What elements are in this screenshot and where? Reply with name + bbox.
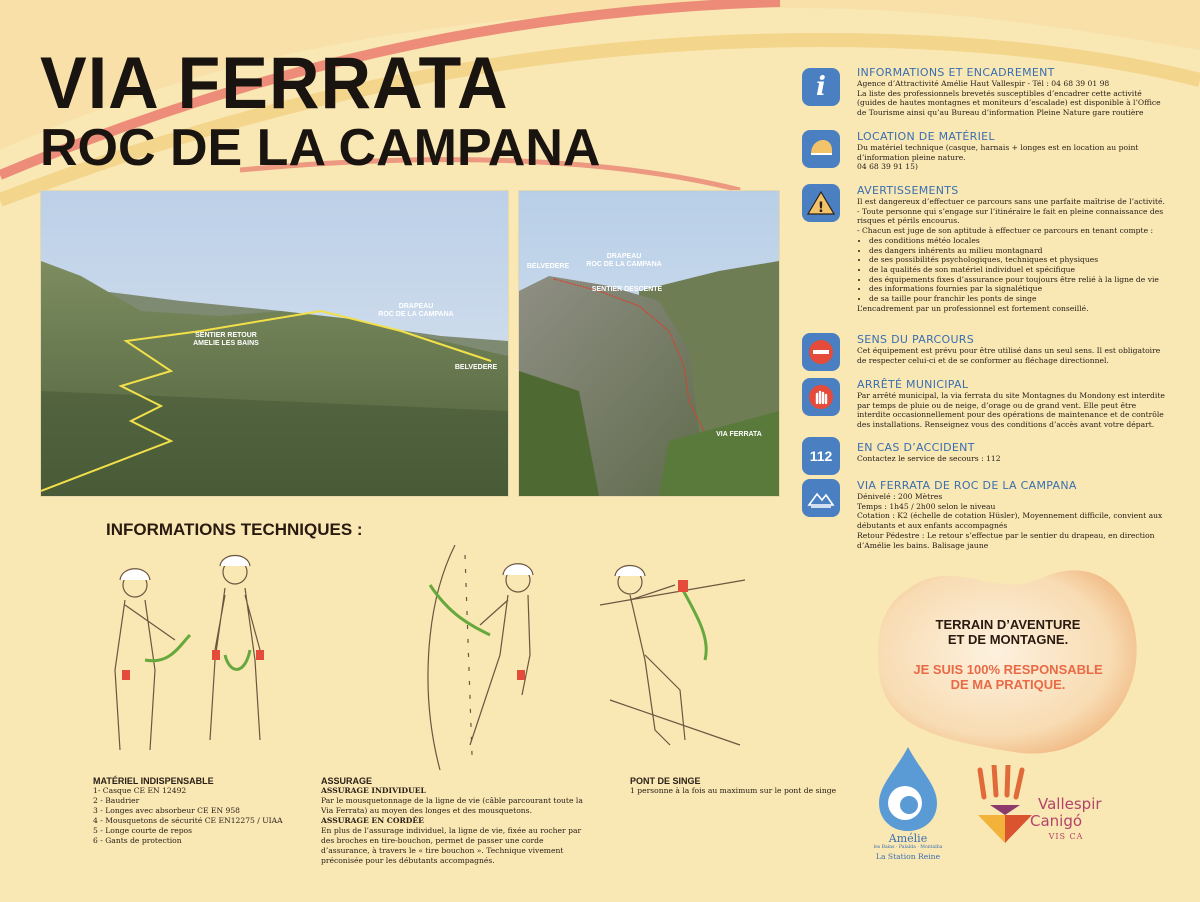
equipment-illustration: [100, 550, 280, 760]
materiel-item: 3 - Longes avec absorbeur CE EN 958: [93, 806, 241, 815]
label-belvedere: BELVEDERE: [454, 364, 498, 371]
pont-singe-illustration: [600, 560, 750, 760]
page-subtitle: ROC DE LA CAMPANA: [40, 119, 601, 177]
amelie-tagline: La Station Reine: [875, 852, 941, 861]
label-via-ferrata: VIA FERRATA: [716, 431, 762, 438]
photo-panorama: [40, 190, 509, 497]
page-title: VIA FERRATA: [40, 42, 509, 124]
assurage-heading: ASSURAGE: [321, 776, 373, 786]
location-heading: LOCATION DE MATÉRIEL: [857, 130, 995, 143]
arrete-text: Par arrêté municipal, la via ferrata du site Montagnes du Mondony est interdite par temps de pluie ou de neige, d’orage ou de grand vent. Elle peut être interdite occasionnellement pour des opérations de maintenance et de contrôle des installations. Renseignez vous des conditions d’accès avant votre départ.: [857, 391, 1165, 430]
vallespir-logo-mark: [970, 765, 1040, 845]
info-text: Agence d’Attractivité Amélie Haut Vallespir - Tél : 04 68 39 01 98: [857, 79, 1110, 88]
parcours-text: Dénivelé : 200 Mètres: [857, 492, 943, 501]
amelie-sub: les Bains · Palalda · Montalba: [873, 845, 943, 850]
info-icon: i: [802, 68, 840, 106]
info-text: La liste des professionnels brevetés susceptibles d’encadrer cette activité (guides de hautes montagnes et moniteurs d’escalade) est disponible à l’Office de Tourisme ainsi qu’au Bureau d’information Pleine Nature gare routière: [857, 88, 1161, 118]
amelie-logo-mark: [875, 745, 941, 833]
sens-heading: SENS DU PARCOURS: [857, 333, 975, 346]
warnings-text: - Toute personne qui s’engage sur l’itinéraire le fait en pleine connaissance des risques et périls encourus.: [857, 206, 1164, 226]
warnings-after: L’encadrement par un professionnel est fortement conseillé.: [857, 303, 1089, 313]
warning-bullet: • de ses possibilités psychologiques, techniques et physiques: [869, 255, 1167, 265]
svg-text:!: !: [817, 200, 825, 216]
parcours-text: Temps : 1h45 / 2h00 selon le niveau: [857, 501, 996, 511]
bubble-line3: JE SUIS 100% RESPONSABLE: [913, 662, 1103, 677]
arrete-heading: ARRÊTÉ MUNICIPAL: [857, 378, 969, 391]
pont-heading: PONT DE SINGE: [630, 776, 701, 786]
info-heading: INFORMATIONS ET ENCADREMENT: [857, 66, 1055, 79]
assurage-text1: Par le mousquetonnage de la ligne de vie (câble parcourant toute la Via Ferrata) au moyen des longes et des mousquetons.: [321, 796, 583, 815]
materiel-item: 6 - Gants de protection: [93, 836, 182, 845]
parcours-text: Cotation : K2 (échelle de cotation Hüsler), Moyennement difficile, convient aux débutants et aux enfants accompagnés: [857, 511, 1163, 531]
assurage-sub2: ASSURAGE EN CORDÉE: [321, 816, 424, 825]
warning-icon: [802, 184, 840, 222]
stop-hand-icon: [802, 378, 840, 416]
vallespir-tagline: VIS CA: [1048, 832, 1084, 841]
parcours-heading: VIA FERRATA DE ROC DE LA CAMPANA: [857, 479, 1077, 492]
info-block-arrete: [802, 378, 1167, 433]
materiel-item: 5 - Longe courte de repos: [93, 826, 193, 835]
assurage-section: [321, 776, 586, 866]
warnings-heading: AVERTISSEMENTS: [857, 184, 959, 197]
bubble-line1: TERRAIN D’AVENTURE: [935, 617, 1081, 632]
info-block-location: [802, 130, 1167, 180]
warning-bubble: [874, 562, 1142, 758]
info-block-avertissements: [802, 184, 1167, 324]
parcours-text: Retour Pédestre : Le retour s’effectue par le sentier du drapeau, en direction d’Amélie les bains. Balisage jaune: [857, 530, 1155, 550]
emergency-112-icon: 112: [802, 437, 840, 475]
tech-title: INFORMATIONS TECHNIQUES :: [106, 520, 363, 539]
sens-text: Cet équipement est prévu pour être utilisé dans un seul sens. Il est obligatoire de respecter celui-ci et de se conformer au fléchage directionnel.: [857, 346, 1161, 365]
warning-bullet: • des informations fournies par la signalétique: [869, 284, 1167, 294]
label-drapeau-right: DRAPEAU ROC DE LA CAMPANA: [586, 253, 662, 269]
mountain-icon: [802, 479, 840, 517]
location-phone: 04 68 39 91 15): [857, 162, 918, 172]
warnings-text: - Chacun est juge de son aptitude à effectuer ce parcours en tenant compte :: [857, 226, 1154, 236]
info-block-parcours: [802, 479, 1167, 554]
helmet-icon: [802, 130, 840, 168]
assurage-illustration: [410, 545, 560, 770]
location-text: Du matériel technique (casque, harnais + longes est en location au point d’information pleine nature.: [857, 143, 1139, 162]
accident-text: Contactez le service de secours : 112: [857, 454, 1001, 463]
warning-bullet: • de la qualités de son matériel individuel et spécifique: [869, 265, 1167, 275]
info-block-sens: [802, 333, 1167, 373]
assurage-text2: En plus de l’assurage individuel, la ligne de vie, fixée au rocher par des broches en tire-bouchon, permet de passer une corde d’assurance, à travers le « tire bouchon ». Technique vivement préconisée pour les débutants accompagnés.: [321, 826, 582, 865]
materiel-item: 2 - Baudrier: [93, 796, 140, 805]
bubble-line4: DE MA PRATIQUE.: [950, 677, 1066, 692]
warning-bullet: • des dangers inhérents au milieu montagnard: [869, 246, 1167, 256]
pont-text: 1 personne à la fois au maximum sur le pont de singe: [630, 786, 837, 795]
materiel-section: [93, 776, 293, 846]
vallespir-name: Vallespir: [1038, 795, 1102, 813]
no-entry-icon: [802, 333, 840, 371]
label-drapeau: DRAPEAU ROC DE LA CAMPANA: [378, 303, 454, 319]
materiel-item: 1- Casque CE EN 12492: [93, 786, 187, 795]
info-block-accident: [802, 437, 1167, 477]
accident-heading: EN CAS D’ACCIDENT: [857, 441, 975, 454]
amelie-name: Amélie: [888, 832, 928, 845]
assurage-sub1: ASSURAGE INDIVIDUEL: [321, 786, 426, 795]
photo-cliff: [518, 190, 780, 497]
label-sentier-retour: SENTIER RETOUR AMELIE LES BAINS: [193, 332, 259, 348]
info-block-encadrement: [802, 66, 1167, 126]
warning-bullet: • des équipements fixes d’assurance pour toujours être relié à la ligne de vie: [869, 275, 1167, 285]
canigo-name: Canigó: [1030, 812, 1083, 830]
label-sentier-descente: SENTIER DESCENTE: [591, 286, 663, 293]
label-belvedere-right: BELVEDERE: [526, 263, 570, 270]
materiel-heading: MATÉRIEL INDISPENSABLE: [93, 776, 214, 786]
materiel-item: 4 - Mousquetons de sécurité CE EN12275 / UIAA: [93, 816, 283, 825]
pont-section: [630, 776, 850, 796]
warnings-text: Il est dangereux d’effectuer ce parcours sans une parfaite maîtrise de l’activité.: [857, 197, 1165, 206]
warning-bullet: • de sa taille pour franchir les ponts de singe: [869, 294, 1167, 304]
bubble-line2: ET DE MONTAGNE.: [947, 632, 1069, 647]
warning-bullet: • des conditions météo locales: [869, 236, 1167, 246]
